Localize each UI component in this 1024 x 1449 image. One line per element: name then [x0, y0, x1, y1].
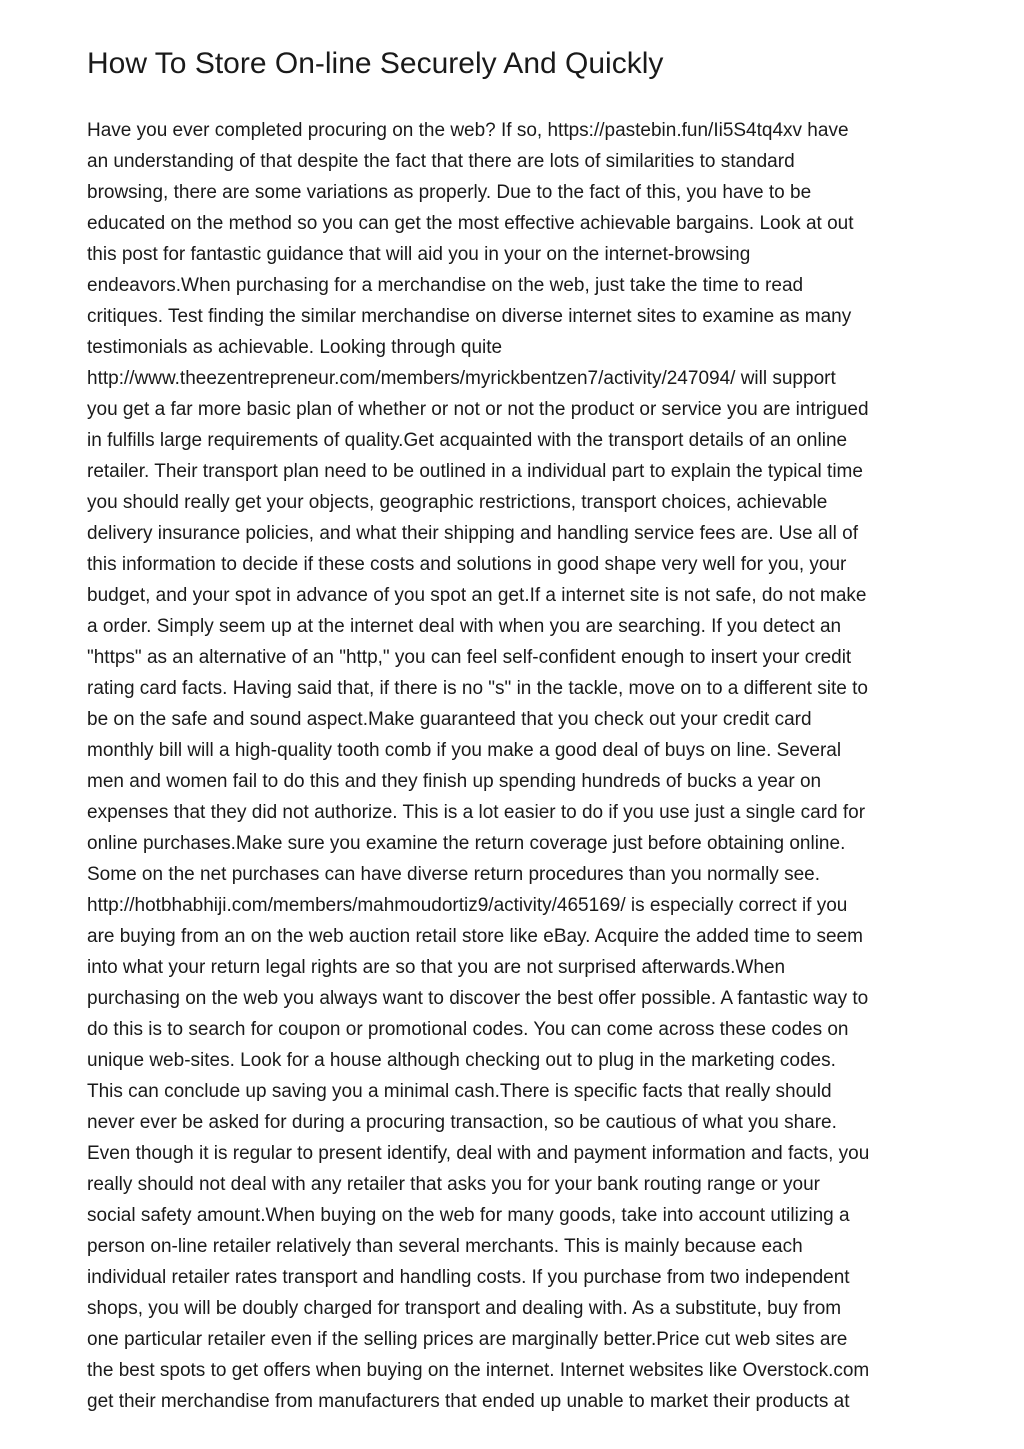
body-text-line: rating card facts. Having said that, if there is no "s" in the tackle, move on to a different site to: [87, 678, 868, 699]
body-text-line: shops, you will be doubly charged for transport and dealing with. As a substitute, buy from: [87, 1298, 842, 1319]
body-text-line: one particular retailer even if the selling prices are marginally better.Price cut web sites are: [87, 1329, 848, 1350]
body-text-line: get their merchandise from manufacturers that ended up unable to market their products at: [87, 1391, 850, 1412]
body-text-line: delivery insurance policies, and what their shipping and handling service fees are. Use all of: [87, 523, 858, 544]
body-text-line: monthly bill will a high-quality tooth comb if you make a good deal of buys on line. Several: [87, 740, 842, 761]
body-text-line: the best spots to get offers when buying on the internet. Internet websites like Overstock.com: [87, 1360, 870, 1381]
body-text-line: http://hotbhabhiji.com/members/mahmoudortiz9/activity/465169/ is especially correct if you: [87, 895, 848, 916]
body-text-line: "https" as an alternative of an "http," you can feel self-confident enough to insert your credit: [87, 647, 852, 668]
body-text-line: person on-line retailer relatively than several merchants. This is mainly because each: [87, 1236, 803, 1257]
body-text-line: in fulfills large requirements of quality.Get acquainted with the transport details of an online: [87, 430, 848, 451]
document-body: [87, 115, 957, 1417]
body-text-line: budget, and your spot in advance of you spot an get.If a internet site is not safe, do not make: [87, 585, 867, 606]
body-text-line: educated on the method so you can get the most effective achievable bargains. Look at out: [87, 213, 854, 234]
body-text-line: retailer. Their transport plan need to be outlined in a individual part to explain the typical time: [87, 461, 863, 482]
body-text-line: endeavors.When purchasing for a merchandise on the web, just take the time to read: [87, 275, 804, 296]
body-text-line: do this is to search for coupon or promotional codes. You can come across these codes on: [87, 1019, 849, 1040]
body-text-line: are buying from an on the web auction retail store like eBay. Acquire the added time to seem: [87, 926, 863, 947]
body-text-line: purchasing on the web you always want to discover the best offer possible. A fantastic way to: [87, 988, 869, 1009]
body-text-line: testimonials as achievable. Looking through quite: [87, 337, 503, 358]
body-text-line: individual retailer rates transport and handling costs. If you purchase from two independent: [87, 1267, 850, 1288]
body-text-line: This can conclude up saving you a minimal cash.There is specific facts that really should: [87, 1081, 832, 1102]
body-text-line: http://www.theezentrepreneur.com/members/myrickbentzen7/activity/247094/ will support: [87, 368, 836, 389]
body-text-line: never ever be asked for during a procuring transaction, so be cautious of what you share.: [87, 1112, 837, 1133]
body-text-line: Some on the net purchases can have diverse return procedures than you normally see.: [87, 864, 820, 885]
body-text-line: into what your return legal rights are so that you are not surprised afterwards.When: [87, 957, 786, 978]
body-text-line: critiques. Test finding the similar merchandise on diverse internet sites to examine as many: [87, 306, 852, 327]
body-text-line: Even though it is regular to present identify, deal with and payment information and facts, you: [87, 1143, 870, 1164]
body-text-line: online purchases.Make sure you examine the return coverage just before obtaining online.: [87, 833, 846, 854]
document-title: How To Store On-line Securely And Quickly: [87, 47, 664, 80]
body-text-line: Have you ever completed procuring on the web? If so, https://pastebin.fun/Ii5S4tq4xv have: [87, 120, 849, 141]
body-text-line: a order. Simply seem up at the internet deal with when you are searching. If you detect an: [87, 616, 842, 637]
body-text-line: you get a far more basic plan of whether or not or not the product or service you are intrigued: [87, 399, 869, 420]
body-text-line: an understanding of that despite the fact that there are lots of similarities to standard: [87, 151, 795, 172]
body-text-line: this post for fantastic guidance that will aid you in your on the internet-browsing: [87, 244, 751, 265]
body-text-line: this information to decide if these costs and solutions in good shape very well for you, your: [87, 554, 847, 575]
body-text-line: be on the safe and sound aspect.Make guaranteed that you check out your credit card: [87, 709, 812, 730]
body-text-line: social safety amount.When buying on the web for many goods, take into account utilizing a: [87, 1205, 850, 1226]
body-text-line: browsing, there are some variations as properly. Due to the fact of this, you have to be: [87, 182, 812, 203]
body-text-line: expenses that they did not authorize. This is a lot easier to do if you use just a single card for: [87, 802, 866, 823]
body-text-line: you should really get your objects, geographic restrictions, transport choices, achievable: [87, 492, 828, 513]
body-text-line: unique web-sites. Look for a house although checking out to plug in the marketing codes.: [87, 1050, 836, 1071]
body-text-line: men and women fail to do this and they finish up spending hundreds of bucks a year on: [87, 771, 822, 792]
body-text-line: really should not deal with any retailer that asks you for your bank routing range or your: [87, 1174, 820, 1195]
